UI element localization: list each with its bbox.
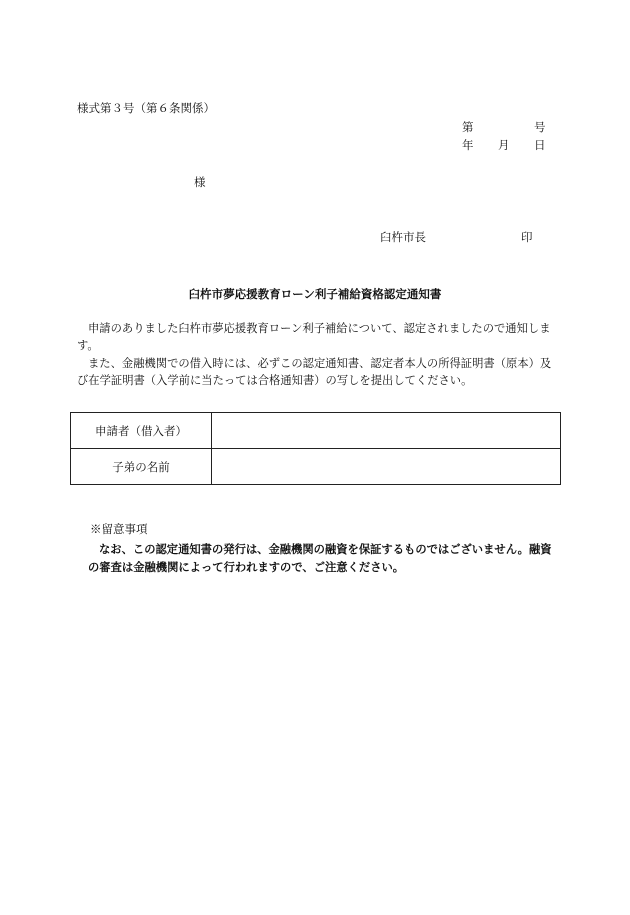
document-title: 臼杵市夢応援教育ローン利子補給資格認定通知書 xyxy=(188,287,442,301)
date-year: 年 xyxy=(462,138,474,152)
recipient-sama: 様 xyxy=(194,175,206,189)
date-month: 月 xyxy=(498,138,510,152)
child-name-label: 子弟の名前 xyxy=(71,449,212,485)
number-dai: 第 xyxy=(462,120,474,134)
form-number: 様式第３号（第６条関係） xyxy=(77,101,215,115)
applicant-table xyxy=(70,412,561,485)
notes-heading: ※留意事項 xyxy=(90,522,148,536)
applicant-value-field[interactable] xyxy=(212,413,561,449)
issuer-name: 臼杵市長 xyxy=(380,230,426,244)
child-name-value-field[interactable] xyxy=(212,449,561,485)
body-paragraph-2: また、金融機関での借入時には、必ずこの認定通知書、認定者本人の所得証明書（原本）及び在学証明書（入学前に当たっては合格通知書）の写しを提出してください。 xyxy=(77,357,552,387)
applicant-label: 申請者（借入者） xyxy=(71,413,212,449)
body-paragraph-1: 申請のありました臼杵市夢応援教育ローン利子補給について、認定されましたので通知します。 xyxy=(77,322,551,352)
date-day: 日 xyxy=(534,138,546,152)
issuer-seal: 印 xyxy=(521,230,533,244)
number-go: 号 xyxy=(534,120,546,134)
notes-text: なお、この認定通知書の発行は、金融機関の融資を保証するものではございません。融資の審査は金融機関によって行われますので、ご注意ください。 xyxy=(88,543,552,574)
table-row xyxy=(71,449,561,485)
table-row xyxy=(71,413,561,449)
